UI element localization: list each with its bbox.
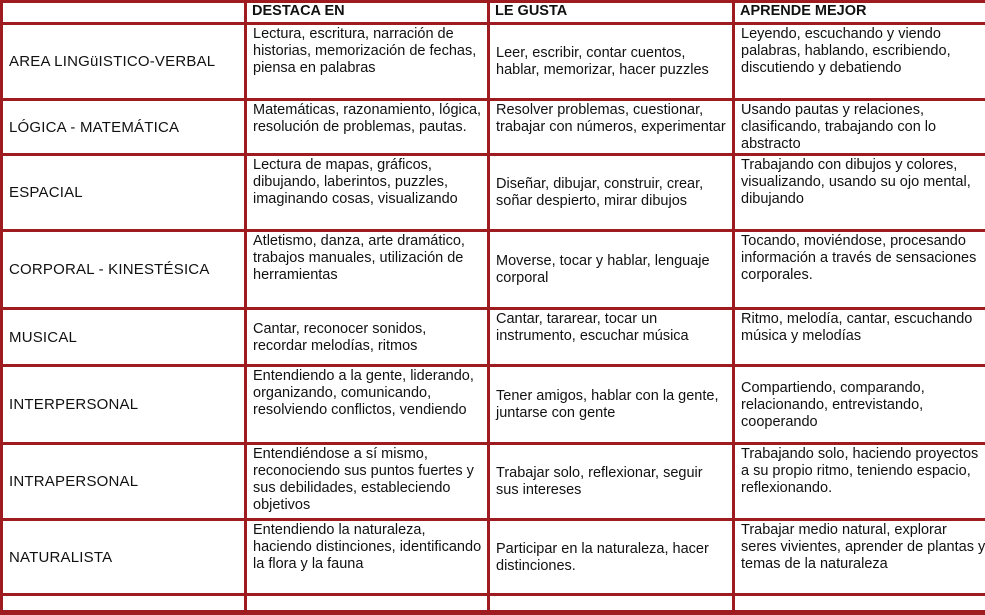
row-name-corporal: CORPORAL - KINESTÉSICA xyxy=(3,232,244,307)
cell-destaca-en: Matemáticas, razonamiento, lógica, resolución de problemas, pautas. xyxy=(247,101,487,153)
cell-aprende-mejor: Trabajar medio natural, explorar seres vivientes, aprender de plantas y temas de la naturaleza xyxy=(735,521,985,593)
row-name-linguistico: AREA LINGüISTICO-VERBAL xyxy=(3,25,244,98)
cell-aprende-mejor: Tocando, moviéndose, procesando información a través de sensaciones corporales. xyxy=(735,232,985,307)
empty-cell xyxy=(247,596,487,610)
empty-cell xyxy=(490,596,732,610)
cell-le-gusta: Leer, escribir, contar cuentos, hablar, memorizar, hacer puzzles xyxy=(490,25,732,98)
cell-aprende-mejor: Compartiendo, comparando, relacionando, entrevistando, cooperando xyxy=(735,367,985,442)
cell-aprende-mejor: Usando pautas y relaciones, clasificando, trabajando con lo abstracto xyxy=(735,101,985,153)
cell-aprende-mejor: Leyendo, escuchando y viendo palabras, hablando, escribiendo, discutiendo y debatiendo xyxy=(735,25,985,98)
empty-cell xyxy=(735,596,985,610)
cell-le-gusta: Diseñar, dibujar, construir, crear, soñar despierto, mirar dibujos xyxy=(490,156,732,229)
cell-aprende-mejor: Ritmo, melodía, cantar, escuchando música y melodías xyxy=(735,310,985,364)
row-name-intrapersonal: INTRAPERSONAL xyxy=(3,445,244,518)
row-name-logica: LÓGICA - MATEMÁTICA xyxy=(3,101,244,153)
header-blank xyxy=(3,3,244,22)
cell-le-gusta: Tener amigos, hablar con la gente, juntarse con gente xyxy=(490,367,732,442)
cell-destaca-en: Lectura de mapas, gráficos, dibujando, laberintos, puzzles, imaginando cosas, visualizando xyxy=(247,156,487,229)
header-le-gusta: LE GUSTA xyxy=(490,3,732,22)
cell-destaca-en: Entendiendo a la gente, liderando, organizando, comunicando, resolviendo conflictos, vendiendo xyxy=(247,367,487,442)
cell-destaca-en: Atletismo, danza, arte dramático, trabajos manuales, utilización de herramientas xyxy=(247,232,487,307)
row-name-musical: MUSICAL xyxy=(3,310,244,364)
header-destaca-en: DESTACA EN xyxy=(247,3,487,22)
cell-destaca-en: Entendiendo la naturaleza, haciendo distinciones, identificando la flora y la fauna xyxy=(247,521,487,593)
cell-aprende-mejor: Trabajando con dibujos y colores, visualizando, usando su ojo mental, dibujando xyxy=(735,156,985,229)
cell-le-gusta: Participar en la naturaleza, hacer distinciones. xyxy=(490,521,732,593)
cell-le-gusta: Trabajar solo, reflexionar, seguir sus intereses xyxy=(490,445,732,518)
row-name-naturalista: NATURALISTA xyxy=(3,521,244,593)
cell-le-gusta: Moverse, tocar y hablar, lenguaje corporal xyxy=(490,232,732,307)
cell-aprende-mejor: Trabajando solo, haciendo proyectos a su propio ritmo, teniendo espacio, reflexionando. xyxy=(735,445,985,518)
cell-destaca-en: Entendiéndose a sí mismo, reconociendo sus puntos fuertes y sus debilidades, estableciendo objetivos xyxy=(247,445,487,518)
cell-destaca-en: Cantar, reconocer sonidos, recordar melodías, ritmos xyxy=(247,310,487,364)
cell-le-gusta: Cantar, tararear, tocar un instrumento, escuchar música xyxy=(490,310,732,364)
header-aprende-mejor: APRENDE MEJOR xyxy=(735,3,985,22)
empty-cell xyxy=(3,596,244,610)
cell-le-gusta: Resolver problemas, cuestionar, trabajar con números, experimentar xyxy=(490,101,732,153)
cell-destaca-en: Lectura, escritura, narración de historias, memorización de fechas, piensa en palabras xyxy=(247,25,487,98)
row-name-espacial: ESPACIAL xyxy=(3,156,244,229)
row-name-interpersonal: INTERPERSONAL xyxy=(3,367,244,442)
